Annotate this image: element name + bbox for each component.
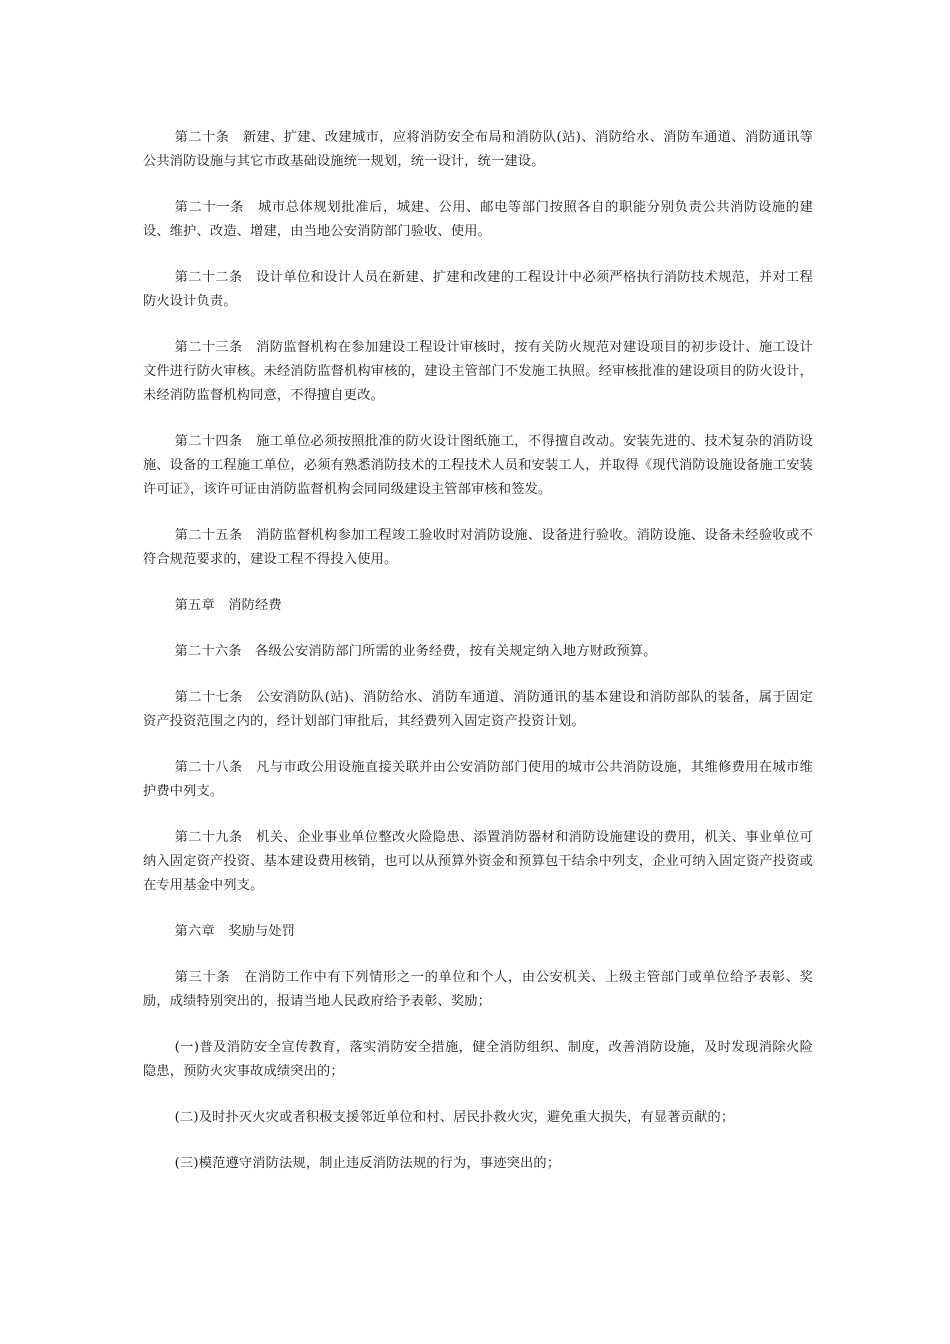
article-30: 第三十条 在消防工作中有下列情形之一的单位和个人，由公安机关、上级主管部门或单位给予表彰、奖励，成绩特别突出的，报请当地人民政府给予表彰、奖励；: [143, 970, 813, 1009]
article-27: 第二十七条 公安消防队(站)、消防给水、消防车通道、消防通讯的基本建设和消防部队的装备，属于固定资产投资范围之内的，经计划部门审批后，其经费列入固定资产投资计划。: [143, 690, 813, 729]
article-23: 第二十三条 消防监督机构在参加建设工程设计审核时，按有关防火规范对建设项目的初步设计、施工设计文件进行防火审核。未经消防监督机构审核的，建设主管部门不发施工执照。经审核批准的建设项目的防火设计，未经消防监督机构同意，不得擅自更改。: [143, 340, 813, 403]
article-21: 第二十一条 城市总体规划批准后，城建、公用、邮电等部门按照各自的职能分别负责公共消防设施的建设、维护、改造、增建，由当地公安消防部门验收、使用。: [143, 200, 813, 239]
list-item-3: (三)模范遵守消防法规，制止违反消防法规的行为，事迹突出的；: [174, 1156, 561, 1171]
list-item-2: (二)及时扑灭火灾或者积极支援邻近单位和村、居民扑救火灾，避免重大损失，有显著贡献的；: [174, 1110, 735, 1125]
article-25: 第二十五条 消防监督机构参加工程竣工验收时对消防设施、设备进行验收。消防设施、设备未经验收或不符合规范要求的，建设工程不得投入使用。: [143, 528, 813, 567]
list-item-1: (一)普及消防安全宣传教育，落实消防安全措施，健全消防组织、制度，改善消防设施，及时发现消除火险隐患，预防火灾事故成绩突出的；: [143, 1040, 813, 1079]
article-26: 第二十六条 各级公安消防部门所需的业务经费，按有关规定纳入地方财政预算。: [174, 644, 657, 659]
article-22: 第二十二条 设计单位和设计人员在新建、扩建和改建的工程设计中必须严格执行消防技术规范，并对工程防火设计负责。: [143, 270, 813, 309]
article-28: 第二十八条 凡与市政公用设施直接关联并由公安消防部门使用的城市公共消防设施，其维修费用在城市维护费中列支。: [143, 760, 813, 799]
article-29: 第二十九条 机关、企业事业单位整改火险隐患、添置消防器材和消防设施建设的费用，机关、事业单位可纳入固定资产投资、基本建设费用核销，也可以从预算外资金和预算包干结余中列支，企业可纳入固定资产投资或在专用基金中列支。: [143, 830, 813, 893]
article-24: 第二十四条 施工单位必须按照批准的防火设计图纸施工，不得擅自改动。安装先进的、技术复杂的消防设施、设备的工程施工单位，必须有熟悉消防技术的工程技术人员和安装工人，并取得《现代消防设施设备施工安装许可证》，该许可证由消防监督机构会同同级建设主管部审核和签发。: [143, 434, 813, 497]
document-body: [143, 126, 813, 1198]
article-20: 第二十条 新建、扩建、改建城市，应将消防安全布局和消防队(站)、消防给水、消防车通道、消防通讯等公共消防设施与其它市政基础设施统一规划，统一设计，统一建设。: [143, 130, 813, 169]
chapter-5-heading: 第五章 消防经费: [174, 598, 282, 613]
chapter-6-heading: 第六章 奖励与处罚: [174, 924, 296, 939]
